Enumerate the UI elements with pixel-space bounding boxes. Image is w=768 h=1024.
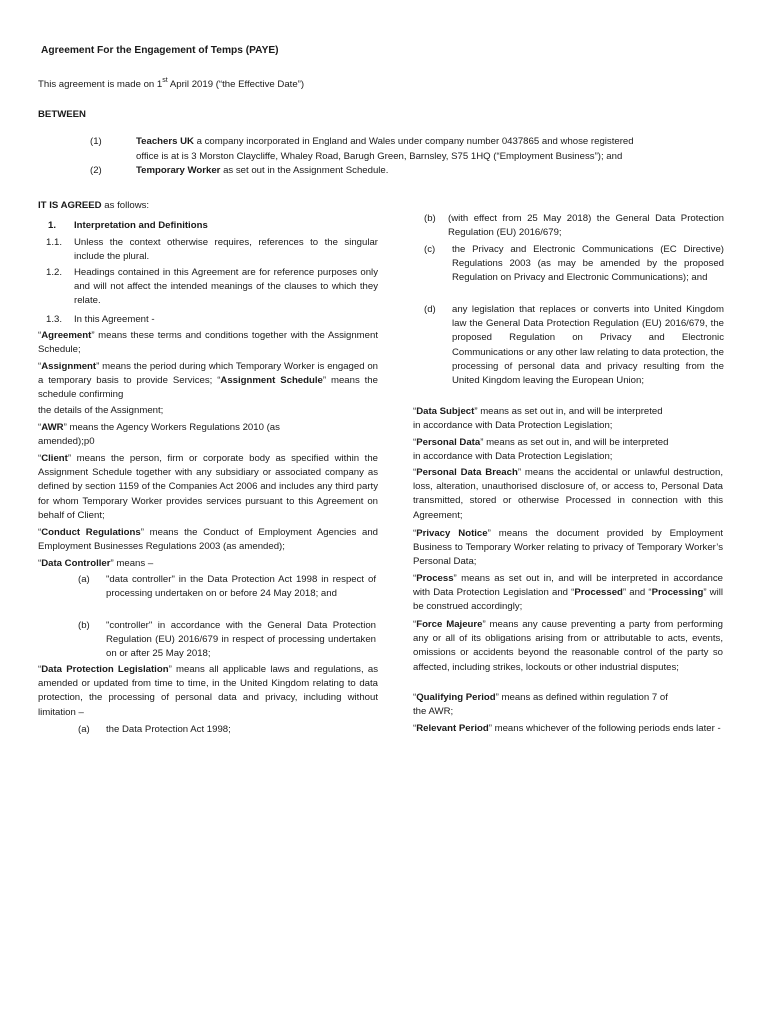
definition-conduct-regulations: “Conduct Regulations” means the Conduct of Employment Agencies and Employment Businesses Regulations 2003 (as amended); <box>38 527 378 553</box>
document-title: Agreement For the Engagement of Temps (PAYE) <box>41 45 279 56</box>
it-is-agreed: IT IS AGREED as follows: <box>38 200 150 211</box>
definition-awr: “AWR” means the Agency Workers Regulations 2010 (as <box>38 422 280 433</box>
definition-assignment-line2: the details of the Assignment; <box>38 405 164 416</box>
effective-date-line: This agreement is made on 1st April 2019 (“the Effective Date”) <box>38 76 305 90</box>
definition-personal-data-breach: “Personal Data Breach” means the accidental or unlawful destruction, loss, alteration, unauthorised disclosure of, or access to, Personal Data transmitted, stored or otherwise Processed in connection with this Agreement; <box>413 467 723 521</box>
definition-assignment: “Assignment” means the period during which Temporary Worker is engaged on a temporary basis to provide Services; “Assignment Schedule” means the schedule confirming <box>38 361 378 401</box>
definition-data-subject-line2: in accordance with Data Protection Legislation; <box>413 420 613 431</box>
definition-force-majeure: “Force Majeure” means any cause preventing a party from performing any or all of its obligations arising from or attributable to acts, events, omissions or accidents beyond the reasonable control of the party so affected, including strikes, lockouts or other industrial disputes; <box>413 619 723 673</box>
definition-qualifying-period-line2: the AWR; <box>413 706 454 717</box>
definition-client: “Client” means the person, firm or corporate body as specified within the Assignment Schedule together with any subsidiary or associated company as defined by section 1159 of the Companies Act 2006 and includes any third party for whom Temporary Worker provides services pursuant to this Agreement on behalf of Client; <box>38 453 378 521</box>
definition-data-protection-legislation: “Data Protection Legislation” means all applicable laws and regulations, as amended or updated from time to time, in the United Kingdom relating to data protection, the processing of personal data and privacy, including without limitation – <box>38 664 378 718</box>
definition-data-subject: “Data Subject” means as set out in, and will be interpreted <box>413 406 663 417</box>
definition-personal-data: “Personal Data” means as set out in, and will be interpreted <box>413 437 669 448</box>
definition-personal-data-line2: in accordance with Data Protection Legislation; <box>413 451 613 462</box>
definition-agreement: “Agreement” means these terms and conditions together with the Assignment Schedule; <box>38 330 378 356</box>
definition-awr-line2: amended);p0 <box>38 436 95 447</box>
definition-process: “Process” means as set out in, and will be interpreted in accordance with Data Protection Legislation and “Processed” and “Processing” will be construed accordingly; <box>413 573 723 613</box>
between-heading: BETWEEN <box>38 109 86 120</box>
definition-data-controller: “Data Controller” means – <box>38 558 154 569</box>
definition-relevant-period: “Relevant Period” means whichever of the following periods ends later - <box>413 723 721 734</box>
definition-qualifying-period: “Qualifying Period” means as defined within regulation 7 of <box>413 692 668 703</box>
document-page: Agreement For the Engagement of Temps (PAYE) This agreement is made on 1st April 2019 (“the Effective Date”) BETWEEN (1) Teachers UK a company incorporated in England and Wales under company number 0437865 and whose registered office is at is 3 Morston Claycliffe, Whaley Road, Barugh Green, Barnsley, S75 1HQ (“Employment Business”); and (2) Temporary Worker as set out in the Assignment Schedule. IT IS AGREED as follows: 1. Interpretation and Definitions 1.1. Unless the context otherwise requires, references to the singular include the plural. 1.2. Headings contained in this Agreement are for reference purposes only and will not affect the intended meanings of the clauses to which they relate. 1.3. In this Agreement - “Agreement” means these terms and conditions together with the Assignment Schedule; “Assignment” means the period during which Temporary Worker is engaged on a temporary basis to provide Services; “Assignment Schedule” means the schedule confirming the details of the Assignment; “AWR” means the Agency Workers Regulations 2010 (as amended);p0 “Client” means the person, firm or corporate body as specified within the Assignment Schedule together with any subsidiary or associated company as defined by section 1159 of the Companies Act 2006 and includes any third party for whom Temporary Worker provides services pursuant to this Agreement on behalf of Client; “Conduct Regulations” means the Conduct of Employment Agencies and Employment Businesses Regulations 2003 (as amended); “Data Controller” means – (a) "data controller" in the Data Protection Act 1998 in respect of processing undertaken on or before 24 May 2018; and (b) "controller" in accordance with the General Data Protection Regulation (EU) 2016/679 in respect of processing undertaken on or after 25 May 2018; “Data Protection Legislation” means all applicable laws and regulations, as amended or updated from time to time, in the United Kingdom relating to data protection, the processing of personal data and privacy, including without limitation – (a) the Data Protection Act 1998; (b) (with effect from 25 May 2018) the General Data Protection Regulation (EU) 2016/679; (c) the Privacy and Electronic Communications (EC Directive) Regulations 2003 (as may be amended by the proposed Regulation on Privacy and Electronic Communications); and (d) any legislation that replaces or converts into United Kingdom law the General Data Protection Regulation (EU) 2016/679, the proposed Regulation on Privacy and Electronic Communications or any other law relating to data protection, the processing of personal data and privacy resulting from the United Kingdom leaving the European Union; “Data Subject” means as set out in, and will be interpreted in accordance with Data Protection Legislation; “Personal Data” means as set out in, and will be interpreted in accordance with Data Protection Legislation; “Personal Data Breach” means the accidental or unlawful destruction, loss, alteration, unauthorised disclosure of, or access to, Personal Data transmitted, stored or otherwise Processed in connection with this Agreement; “Privacy Notice” means the document provided by Employment Business to Temporary Worker relating to privacy of Temporary Worker’s Personal Data; “Process” means as set out in, and will be interpreted in accordance with Data Protection Legislation and “Processed” and “Processing” will be construed accordingly; “Force Majeure” means any cause preventing a party from performing any or all of its obligations arising from or attributable to acts, events, omissions or accidents beyond the reasonable control of the party so affected, including strikes, lockouts or other industrial disputes; “Qualifying Period” means as defined within regulation 7 of the AWR; “Relevant Period” means whichever of the following periods ends later - <box>0 0 768 1024</box>
definition-privacy-notice: “Privacy Notice” means the document provided by Employment Business to Temporary Worker relating to privacy of Temporary Worker’s Personal Data; <box>413 528 723 568</box>
